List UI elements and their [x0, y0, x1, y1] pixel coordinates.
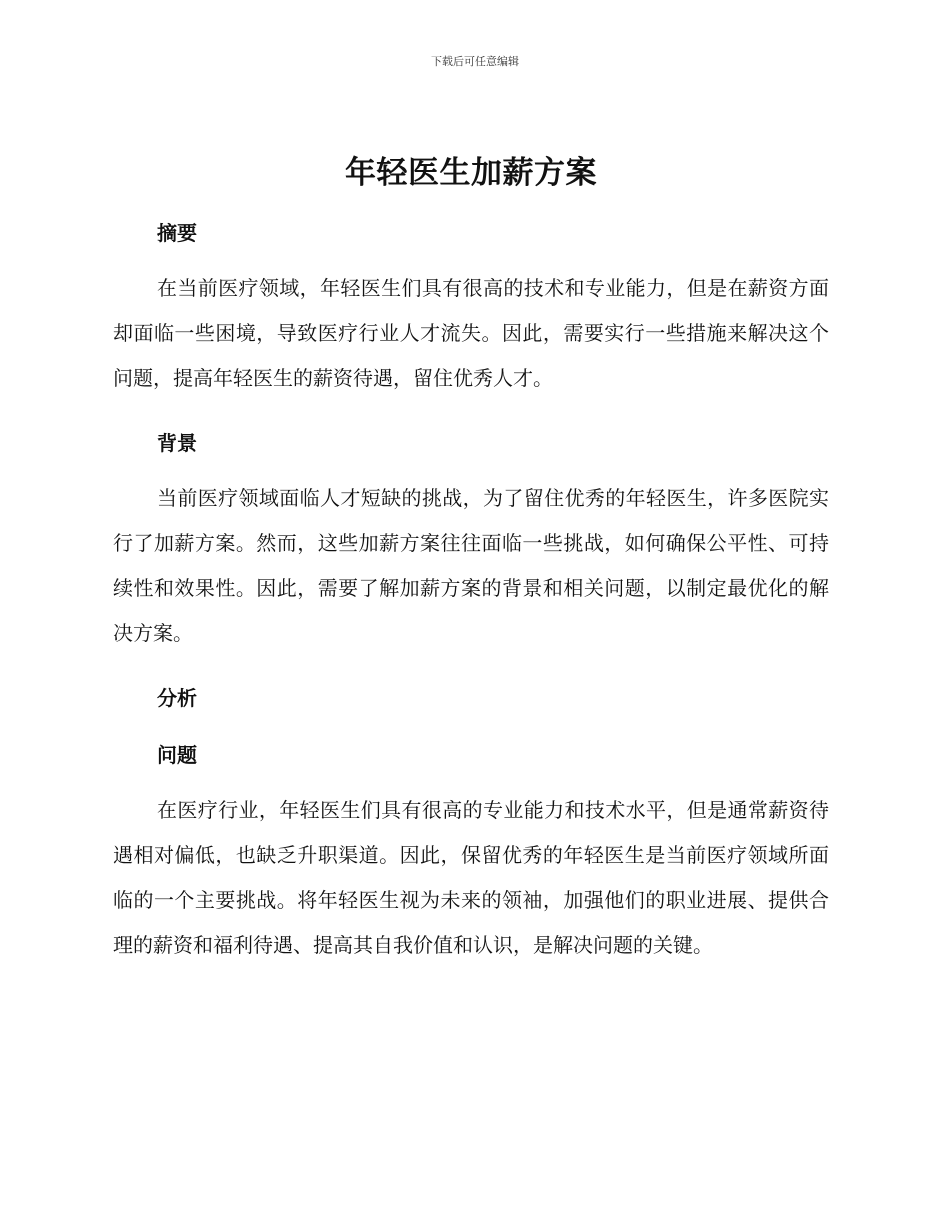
- section-heading-analysis: 分析: [157, 686, 197, 710]
- abstract-paragraph: 在当前医疗领域，年轻医生们具有很高的技术和专业能力，但是在薪资方面却面临一些困境，导致医疗行业人才流失。因此，需要实行一些措施来解决这个问题，提高年轻医生的薪资待遇，留住优秀人才。: [113, 276, 829, 390]
- problem-paragraph: 在医疗行业，年轻医生们具有很高的专业能力和技术水平，但是通常薪资待遇相对偏低，也缺乏升职渠道。因此，保留优秀的年轻医生是当前医疗领域所面临的一个主要挑战。将年轻医生视为未来的领袖，加强他们的职业进展、提供合理的薪资和福利待遇、提高其自我价值和认识，是解决问题的关键。: [113, 798, 829, 957]
- document-body: [113, 148, 829, 968]
- background-paragraph: 当前医疗领域面临人才短缺的挑战，为了留住优秀的年轻医生，许多医院实行了加薪方案。然而，这些加薪方案往往面临一些挑战，如何确保公平性、可持续性和效果性。因此，需要了解加薪方案的背景和相关问题，以制定最优化的解决方案。: [113, 486, 829, 645]
- page-header-note: 下载后可任意编辑: [431, 55, 519, 68]
- section-heading-problem: 问题: [157, 743, 197, 767]
- document-title: 年轻医生加薪方案: [345, 155, 597, 191]
- section-heading-background: 背景: [157, 431, 197, 455]
- section-heading-abstract: 摘要: [157, 221, 197, 245]
